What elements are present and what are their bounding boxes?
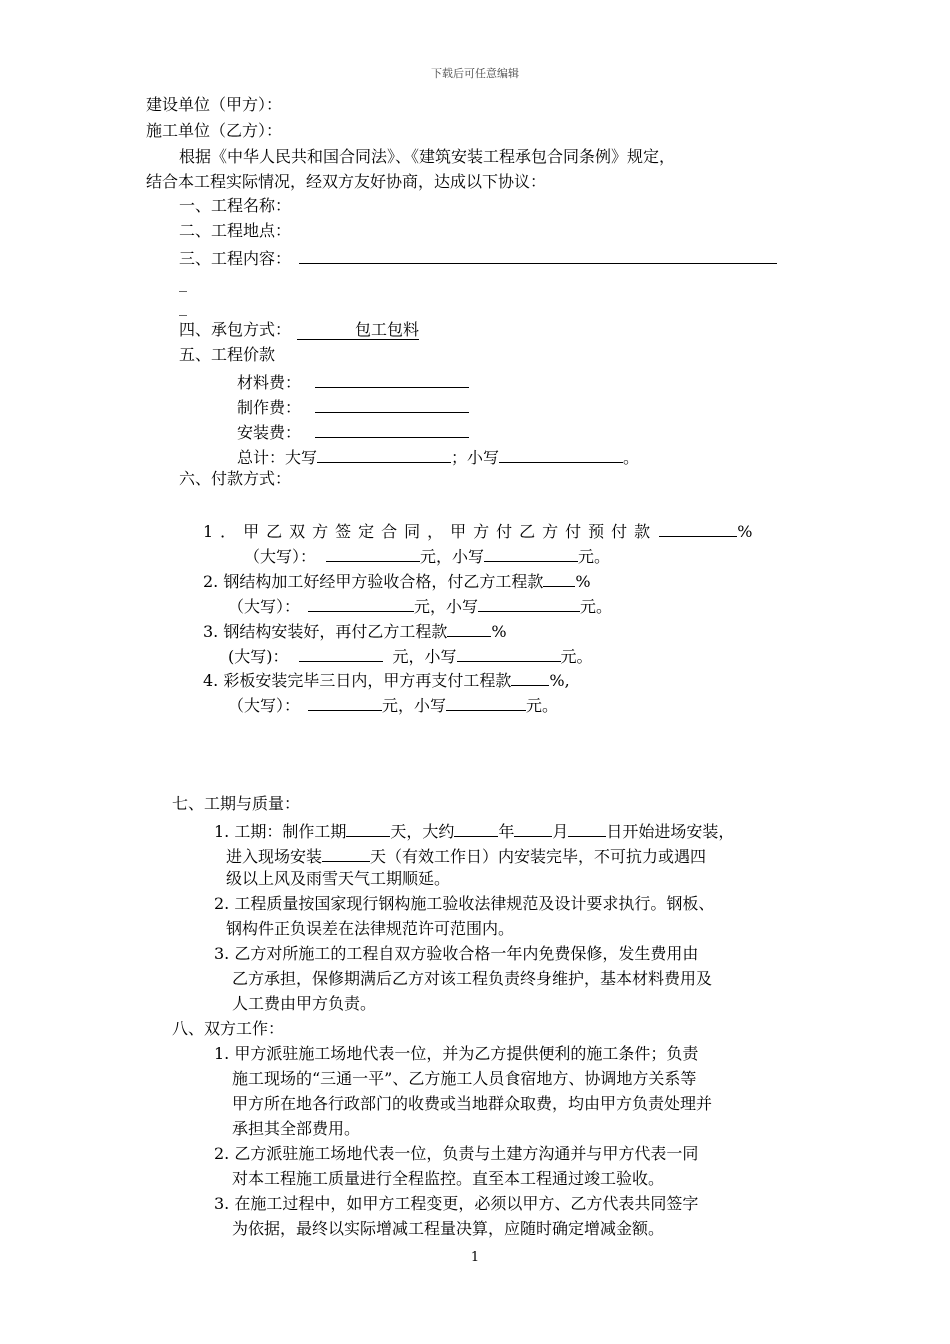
work-2-line-a: 2. 乙方派驻施工场地代表一位，负责与土建方沟通并与甲方代表一同	[214, 1144, 699, 1163]
payment-2-lower-blank	[478, 593, 580, 612]
payment-2-text: 2. 钢结构加工好经甲方验收合格，付乙方工程款	[203, 572, 544, 591]
total-fee-line	[237, 444, 639, 469]
payment-1-percent-blank	[659, 518, 737, 537]
payment-1-line	[203, 518, 752, 543]
section-payment-method: 六、付款方式：	[179, 469, 292, 488]
total-uppercase-blank	[317, 444, 451, 463]
project-content-continuation-1: _	[179, 273, 187, 292]
section-project-price: 五、工程价款	[179, 345, 276, 364]
payment-1-percent: %	[737, 522, 753, 541]
payment-2-percent-blank	[543, 568, 575, 587]
contract-method-value: 包工包料	[297, 320, 419, 340]
payment-3-lower-blank	[457, 643, 561, 662]
section-both-parties-work: 八、双方工作：	[172, 1019, 285, 1038]
payment-2-upper-label: （大写）：	[228, 597, 301, 616]
payment-4-line	[203, 667, 570, 692]
total-uppercase-label: 总计：大写	[237, 448, 318, 467]
page-number: 1	[470, 1250, 480, 1265]
start-month-blank	[514, 818, 552, 837]
payment-4-end: 元。	[526, 696, 559, 715]
payment-2-upper-blank	[308, 593, 414, 612]
payment-2-lower-label: 元，小写	[414, 597, 479, 616]
payment-3-lower-label: 元，小写	[392, 647, 457, 666]
total-lowercase-blank	[499, 444, 623, 463]
payment-1-upper-label: （大写）：	[244, 547, 317, 566]
payment-4-lower-blank	[446, 692, 526, 711]
work-2-line-b: 对本工程施工质量进行全程监控。直至本工程通过竣工验收。	[232, 1169, 665, 1188]
schedule-1-text-f: 进入现场安装	[226, 847, 323, 866]
work-3-line-b: 为依据，最终以实际增减工程量决算，应随时确定增减金额。	[232, 1219, 665, 1238]
work-1-line-d: 承担其全部费用。	[232, 1119, 361, 1138]
fabrication-fee-label: 制作费：	[237, 398, 302, 417]
work-1-line-a: 1. 甲方派驻施工场地代表一位，并为乙方提供便利的施工条件；负责	[214, 1044, 699, 1063]
payment-1-amount-line	[244, 543, 610, 568]
material-fee-blank	[315, 369, 469, 388]
payment-1-text: 1．甲乙双方签定合同，甲方付乙方付预付款	[203, 522, 658, 541]
schedule-1-text-d: 月	[552, 822, 569, 841]
warranty-3-line-b: 乙方承担，保修期满后乙方对该工程负责终身维护，基本材料费用及	[232, 969, 713, 988]
payment-3-upper-label: (大写)：	[228, 647, 289, 666]
project-content-continuation-2: _	[179, 297, 187, 316]
payment-3-percent-blank	[447, 618, 491, 637]
install-days-blank	[322, 843, 370, 862]
installation-fee-blank	[315, 419, 469, 438]
fabrication-fee-blank	[315, 394, 469, 413]
payment-4-percent: %,	[549, 671, 570, 690]
installation-fee-line	[237, 419, 469, 444]
fabrication-days-blank	[346, 818, 390, 837]
payment-2-amount-line	[228, 593, 612, 618]
work-3-line-a: 3. 在施工过程中，如甲方工程变更，必须以甲方、乙方代表共同签字	[214, 1194, 699, 1213]
total-lowercase-label: ；小写	[451, 448, 500, 467]
fabrication-fee-line	[237, 394, 469, 419]
section-project-name: 一、工程名称：	[179, 196, 292, 215]
schedule-1-line-c: 级以上风及雨雪天气工期顺延。	[226, 869, 451, 888]
total-end: 。	[623, 448, 640, 467]
payment-2-line	[203, 568, 591, 593]
quality-2-line-b: 钢构件正负误差在法律规范许可范围内。	[226, 919, 515, 938]
start-year-blank	[454, 818, 498, 837]
payment-3-end: 元。	[560, 647, 593, 666]
contract-method-label: 四、承包方式：	[179, 320, 292, 339]
payment-3-text: 3. 钢结构安装好，再付乙方工程款	[203, 622, 448, 641]
payment-1-lower-blank	[484, 543, 578, 562]
project-content-label: 三、工程内容：	[179, 249, 292, 268]
payment-3-line	[203, 618, 507, 643]
section-contract-method	[179, 319, 419, 341]
payment-3-upper-blank	[299, 643, 383, 662]
warranty-3-line-c: 人工费由甲方负责。	[232, 994, 377, 1013]
payment-4-lower-label: 元，小写	[382, 696, 447, 715]
schedule-1-text-e: 日开始进场安装，	[606, 822, 735, 841]
installation-fee-label: 安装费：	[237, 423, 302, 442]
material-fee-line	[237, 369, 469, 394]
payment-4-upper-label: （大写）：	[228, 696, 301, 715]
payment-4-text: 4. 彩板安装完毕三日内，甲方再支付工程款	[203, 671, 512, 690]
payment-2-percent: %	[575, 572, 591, 591]
section-schedule-quality: 七、工期与质量：	[172, 794, 301, 813]
quality-2-line-a: 2. 工程质量按国家现行钢构施工验收法律规范及设计要求执行。钢板、	[214, 894, 715, 913]
payment-1-upper-blank	[326, 543, 420, 562]
party-a-line: 建设单位（甲方）：	[146, 95, 283, 114]
project-content-blank	[299, 245, 777, 264]
payment-2-end: 元。	[580, 597, 613, 616]
section-project-content	[179, 245, 777, 270]
payment-4-upper-blank	[308, 692, 382, 711]
schedule-1-text-b: 天，大约	[390, 822, 455, 841]
page-header: 下载后可任意编辑	[431, 67, 519, 80]
payment-3-percent: %	[491, 622, 507, 641]
schedule-1-text-g: 天（有效工作日）内安装完毕，不可抗力或遇四	[370, 847, 707, 866]
warranty-3-line-a: 3. 乙方对所施工的工程自双方验收合格一年内免费保修，发生费用由	[214, 944, 699, 963]
payment-1-end: 元。	[578, 547, 611, 566]
schedule-1-line-b	[226, 843, 706, 868]
intro-line-1: 根据《中华人民共和国合同法》、《建筑安装工程承包合同条例》规定，	[179, 147, 676, 166]
work-1-line-c: 甲方所在地各行政部门的收费或当地群众取费，均由甲方负责处理并	[232, 1094, 713, 1113]
work-1-line-b: 施工现场的“三通一平”、乙方施工人员食宿地方、协调地方关系等	[232, 1069, 697, 1088]
payment-1-lower-label: 元，小写	[420, 547, 485, 566]
material-fee-label: 材料费：	[237, 373, 302, 392]
payment-4-amount-line	[228, 692, 558, 717]
intro-line-2: 结合本工程实际情况，经双方友好协商，达成以下协议：	[146, 172, 547, 191]
payment-4-percent-blank	[511, 667, 549, 686]
payment-3-amount-line	[228, 643, 593, 668]
section-project-location: 二、工程地点：	[179, 221, 292, 240]
schedule-1-line-a	[214, 818, 734, 843]
start-day-blank	[568, 818, 606, 837]
schedule-1-text-a: 1. 工期：制作工期	[214, 822, 347, 841]
party-b-line: 施工单位（乙方）：	[146, 121, 283, 140]
schedule-1-text-c: 年	[498, 822, 515, 841]
